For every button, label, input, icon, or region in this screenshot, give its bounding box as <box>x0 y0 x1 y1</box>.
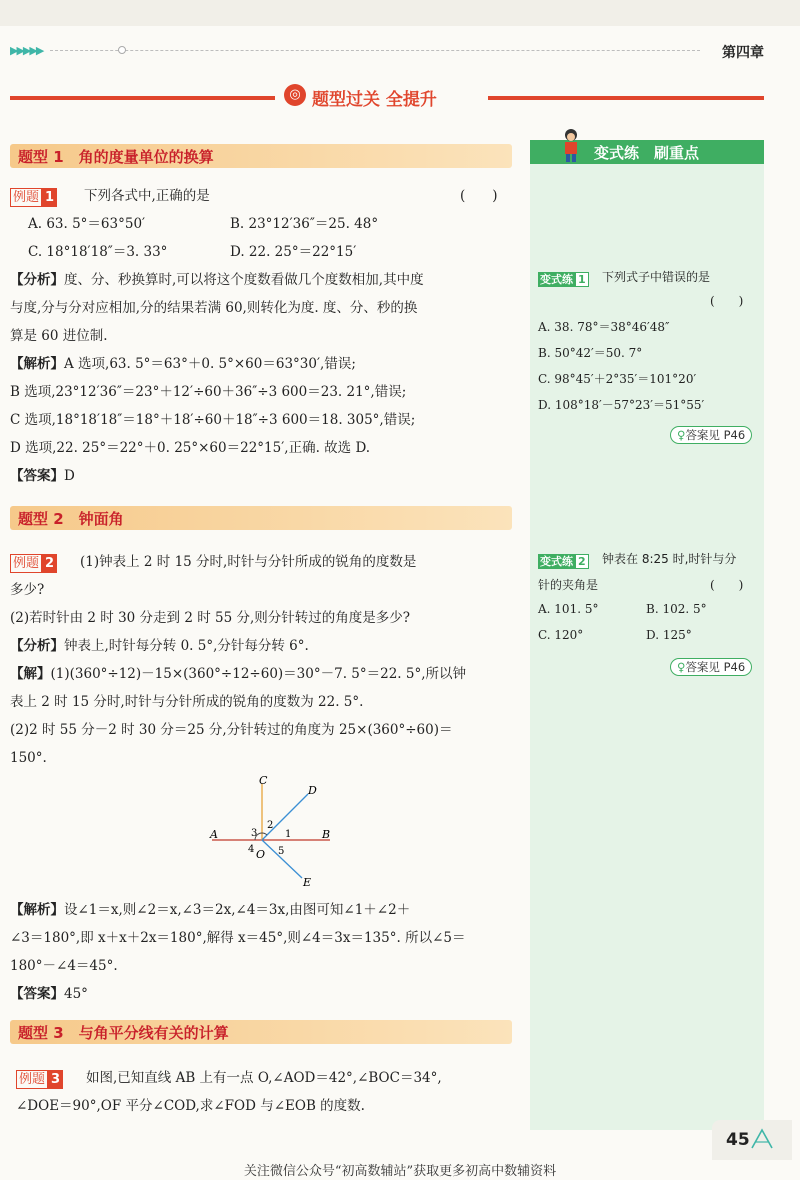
example-label: 例题 <box>10 554 42 573</box>
example-2-sol-1 <box>10 664 466 684</box>
label-3: 3 <box>251 828 258 839</box>
variant-1-option-c: C. 98°45′＋2°35′＝101°20′ <box>538 372 697 386</box>
example-3-q2: ∠DOE＝90°,OF 平分∠COD,求∠FOD 与∠EOB 的度数. <box>16 1098 365 1114</box>
example-label: 例题 <box>16 1070 48 1089</box>
solution-text: (1)(360°÷12)－15×(360°÷12÷60)＝30°－7. 5°＝22. 5°,所以钟 <box>50 666 467 682</box>
solution-label: 【解析】 <box>10 902 64 918</box>
angle-arc-2 <box>262 833 267 835</box>
variant-2-option-b: B. 102. 5° <box>646 602 707 616</box>
variant-2-question: 钟表在 8:25 时,时针与分 <box>602 552 737 566</box>
section-title-3: 题型 3 与角平分线有关的计算 <box>18 1024 229 1042</box>
variant-1-option-d: D. 108°18′－57°23′＝51°55′ <box>538 398 705 412</box>
label-d: D <box>308 784 317 797</box>
page-number: 45 <box>726 1130 750 1150</box>
example-2-sol-4: 150°. <box>10 750 47 766</box>
analysis-line-1 <box>10 270 424 290</box>
solution-line-3: C 选项,18°18′18″＝18°＋18′÷60＋18″÷3 600＝18. 305°,错误; <box>10 412 416 428</box>
solution-line-4: D 选项,22. 25°＝22°＋0. 25°×60＝22°15′,正确. 故选 D. <box>10 440 371 456</box>
example-2-q2: (2)若时针由 2 时 30 分走到 2 时 55 分,则分针转过的角度是多少? <box>10 610 411 626</box>
analysis-line-3: 算是 60 进位制. <box>10 328 108 344</box>
example-2b-answer <box>10 984 88 1004</box>
example-2-tag <box>10 552 57 573</box>
example-1-tag <box>10 186 57 207</box>
answer-value: D <box>64 468 75 484</box>
example-2-sol-3: (2)2 时 55 分－2 时 30 分＝25 分,分针转过的角度为 25×(360°÷60)＝ <box>10 722 453 738</box>
variant-2-tag <box>538 550 589 569</box>
solution-label: 【解】 <box>10 666 51 682</box>
label-e: E <box>303 876 312 889</box>
variant-2-option-d: D. 125° <box>646 628 692 642</box>
label-o: O <box>256 848 266 861</box>
example-2-analysis <box>10 636 309 656</box>
example-number: 2 <box>42 554 57 573</box>
variant-2-question-cont: 针的夹角是 <box>538 578 599 592</box>
label-a: A <box>210 828 218 841</box>
solution-line-2: B 选项,23°12′36″＝23°＋12′÷60＋36″÷3 600＝23. 21°,错误; <box>10 384 407 400</box>
banner-line-left <box>10 96 275 100</box>
answer-line <box>10 466 75 486</box>
variant-1-tag <box>538 268 589 287</box>
variant-1-answer-ref[interactable] <box>670 424 752 443</box>
compass-icon <box>748 1128 776 1150</box>
section-header-3 <box>10 1020 512 1044</box>
variant-2-option-a: A. 101. 5° <box>538 602 599 616</box>
target-icon: ◎ <box>284 84 306 106</box>
option-c: C. 18°18′18″＝3. 33° <box>28 244 168 260</box>
section-title-1: 题型 1 角的度量单位的换算 <box>18 148 214 166</box>
analysis-text: 钟表上,时针每分转 0. 5°,分针每分转 6°. <box>64 638 309 654</box>
chapter-label: 第四章 <box>722 45 764 61</box>
solution-text: A 选项,63. 5°＝63°＋0. 5°×60＝63°30′,错误; <box>64 356 356 372</box>
variant-1-question: 下列式子中错误的是 <box>602 270 711 284</box>
answer-bracket: ( ) <box>460 188 498 204</box>
answer-ref-text: 答案见 P46 <box>685 428 746 442</box>
angle-figure <box>200 770 350 892</box>
section-title-2: 题型 2 钟面角 <box>18 510 124 528</box>
banner-line-right <box>488 96 764 100</box>
divider-dot-icon <box>118 46 126 54</box>
header-divider <box>50 50 700 51</box>
example-3-tag <box>16 1068 63 1089</box>
example-2b-sol-1 <box>10 900 410 920</box>
variant-number: 1 <box>575 272 589 287</box>
example-label: 例题 <box>10 188 42 207</box>
variant-1-option-b: B. 50°42′＝50. 7° <box>538 346 643 360</box>
arrow-decoration-icon: ▶▶▶▶▶ <box>10 44 43 57</box>
example-1-question: 下列各式中,正确的是 <box>84 188 210 204</box>
example-number: 1 <box>42 188 57 207</box>
example-2-q1: (1)钟表上 2 时 15 分时,时针与分针所成的锐角的度数是 <box>80 554 417 570</box>
solution-text: 设∠1＝x,则∠2＝x,∠3＝2x,∠4＝3x,由图可知∠1＋∠2＋ <box>64 902 411 918</box>
option-b: B. 23°12′36″＝25. 48° <box>230 216 379 232</box>
variant-2-option-c: C. 120° <box>538 628 584 642</box>
example-2b-sol-3: 180°－∠4＝45°. <box>10 958 118 974</box>
practice-panel-title: 变式练 刷重点 <box>594 144 700 162</box>
variant-2-answer-ref[interactable] <box>670 656 752 675</box>
analysis-text: 度、分、秒换算时,可以将这个度数看做几个度数相加,其中度 <box>64 272 424 288</box>
label-2: 2 <box>267 820 274 831</box>
answer-label: 【答案】 <box>10 986 64 1002</box>
solution-label: 【解析】 <box>10 356 64 372</box>
key-icon: ♀ <box>677 428 686 442</box>
variant-1-option-a: A. 38. 78°＝38°46′48″ <box>538 320 670 334</box>
example-number: 3 <box>48 1070 63 1089</box>
label-c: C <box>259 774 268 787</box>
section-header-2 <box>10 506 512 530</box>
variant-label: 变式练 <box>540 555 573 568</box>
option-a: A. 63. 5°＝63°50′ <box>28 216 146 232</box>
footer-note: 关注微信公众号“初高数辅站”获取更多初高中数辅资料 <box>243 1164 557 1179</box>
analysis-line-2: 与度,分与分对应相加,分的结果若满 60,则转化为度. 度、分、秒的换 <box>10 300 418 316</box>
key-icon: ♀ <box>677 660 686 674</box>
option-d: D. 22. 25°＝22°15′ <box>230 244 357 260</box>
student-icon <box>560 128 582 162</box>
label-4: 4 <box>248 844 255 855</box>
label-5: 5 <box>278 846 285 857</box>
example-2b-sol-2: ∠3＝180°,即 x＋x＋2x＝180°,解得 x＝45°,则∠4＝3x＝135°. 所以∠5＝ <box>10 930 466 946</box>
analysis-label: 【分析】 <box>10 272 64 288</box>
answer-label: 【答案】 <box>10 468 64 484</box>
variant-1-bracket: ( ) <box>710 294 744 308</box>
solution-line-1 <box>10 354 356 374</box>
answer-value: 45° <box>64 986 88 1002</box>
variant-label: 变式练 <box>540 273 573 286</box>
answer-ref-text: 答案见 P46 <box>685 660 746 674</box>
section-header-1 <box>10 144 512 168</box>
top-bar <box>0 0 800 26</box>
label-1: 1 <box>285 829 292 840</box>
variant-number: 2 <box>575 554 589 569</box>
banner-title: 题型过关 全提升 <box>312 90 437 110</box>
example-2-q1-cont: 多少? <box>10 582 45 598</box>
example-3-q1: 如图,已知直线 AB 上有一点 O,∠AOD＝42°,∠BOC＝34°, <box>86 1070 442 1086</box>
example-2-sol-2: 表上 2 时 15 分时,时针与分针所成的锐角的度数为 22. 5°. <box>10 694 364 710</box>
variant-2-bracket: ( ) <box>710 578 744 592</box>
analysis-label: 【分析】 <box>10 638 64 654</box>
label-b: B <box>322 828 331 841</box>
